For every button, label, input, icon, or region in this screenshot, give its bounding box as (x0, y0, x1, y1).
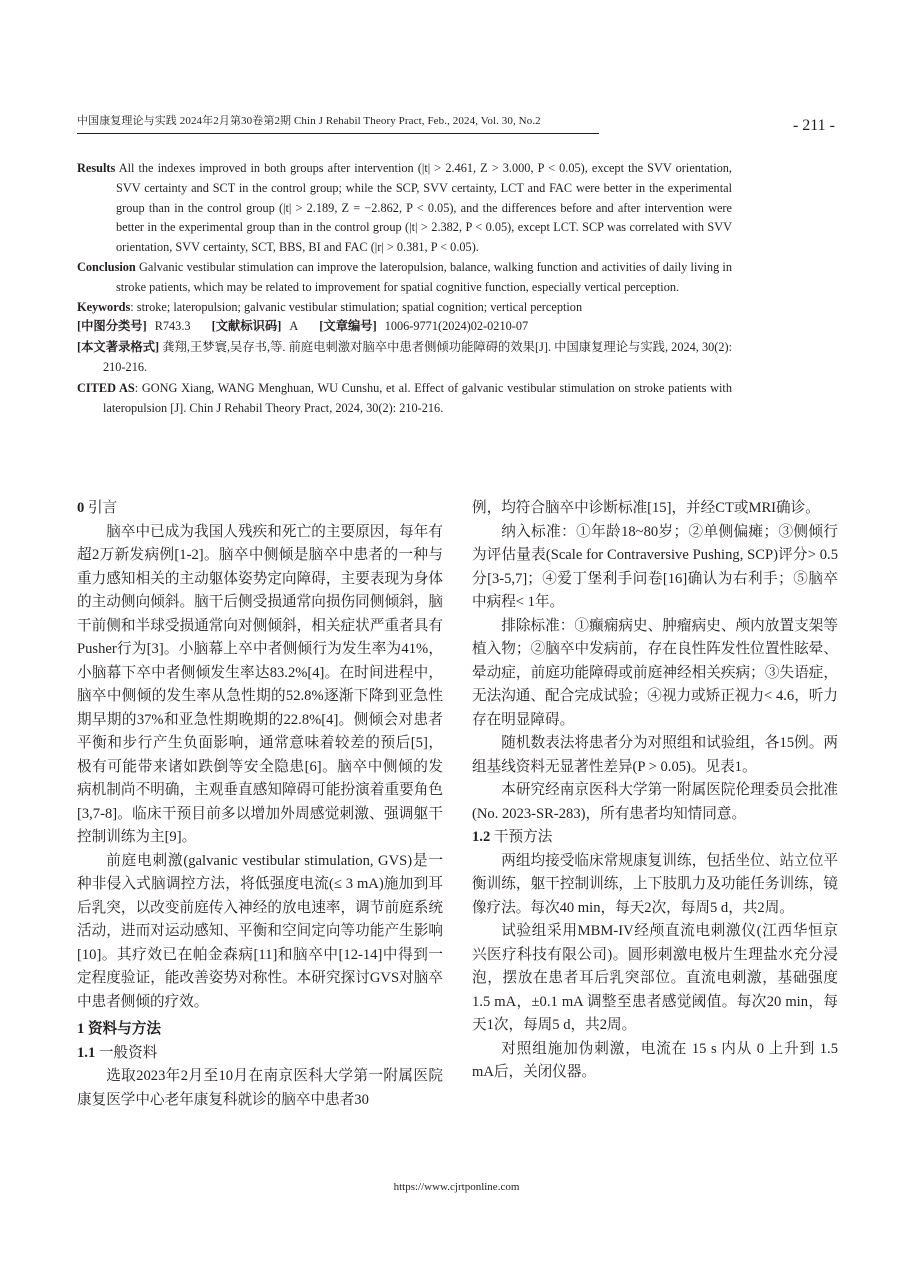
section-1-2-heading: 1.2 干预方法 (472, 829, 553, 845)
results-text: All the indexes improved in both groups after intervention (|t| > 2.461, Z > 3.000, P < 0.05), except the SVV orientation, SVV certainty and SCT in the control group; while the SCP, SVV certainty, LCT and FAC were better in the experimental group than in the control group (|t| > 2.189, Z = −2.862, P < 0.05), and the differences before and after intervention were better in the experimental group than in the control group (|t| > 2.382, P < 0.05), except LCT. SCP was correlated with SVV orientation, SVV certainty, SCT, BBS, BI and FAC (|r| > 0.381, P < 0.05). (116, 161, 732, 255)
paragraph-gvs-protocol: 试验组采用MBM-IV经颅直流电刺激仪(江西华恒京兴医疗科技有限公司)。圆形刺激电极片生理盐水充分浸泡，摆放在患者耳后乳突部位。直流电刺激，基础强度 1.5 mA，±0.1 mA 调整至患者感觉阈值。每次20 min，每天1次，每周5 d，共2周。 (472, 923, 838, 1033)
paragraph-sham: 对照组施加伪刺激，电流在 15 s 内从 0 上升到 1.5 mA后，关闭仪器。 (472, 1040, 838, 1080)
paragraph-ethics: 本研究经南京医科大学第一附属医院伦理委员会批准(No. 2023-SR-283)，所有患者均知情同意。 (472, 782, 838, 822)
citation-cn (77, 338, 732, 378)
paragraph-exclusion: 排除标准：①癫痫病史、肿瘤病史、颅内放置支架等植入物；②脑卒中发病前，存在良性阵发性位置性眩晕、晕动症，前庭功能障碍或前庭神经相关疾病；③失语症，无法沟通、配合完成试验；④视力或矫正视力< 4.6，听力存在明显障碍。 (472, 617, 838, 728)
clc-value: R743.3 (154, 319, 191, 334)
abstract-conclusion (77, 258, 732, 298)
section-1-heading: 1 资料与方法 (77, 1021, 161, 1037)
keywords-text: : stroke; lateropulsion; galvanic vestibular stimulation; spatial cognition; vertical perception (130, 299, 583, 314)
citation-en (77, 379, 732, 419)
abstract-results (77, 159, 732, 258)
article-number-value: 1006-9771(2024)02-0210-07 (384, 319, 529, 334)
conclusion-text: Galvanic vestibular stimulation can improve the lateropulsion, balance, walking function and activities of daily living in stroke patients, which may be related to improvement for spatial cognitive function, especially vertical perception. (116, 259, 732, 294)
clc-label: [中图分类号] (77, 319, 147, 334)
paragraph-inclusion: 纳入标准：①年龄18~80岁；②单侧偏瘫；③侧倾行为评估量表(Scale for Contraversive Pushing, SCP)评分> 0.5分[3-5,7]；④爱丁堡利手问卷[16]确认为右利手；⑤脑卒中病程< 1年。 (472, 523, 838, 610)
paragraph-randomization: 随机数表法将患者分为对照组和试验组，各15例。两组基线资料无显著性差异(P > 0.05)。见表1。 (472, 735, 838, 775)
section-1-1-heading: 1.1 一般资料 (77, 1044, 158, 1061)
doc-code-label: [文献标识码] (211, 319, 282, 334)
keywords-label: Keywords (77, 299, 131, 314)
doc-code-value: A (289, 319, 299, 334)
cited-as-label: CITED AS (77, 380, 135, 395)
article-number-label: [文章编号] (319, 319, 377, 334)
conclusion-label: Conclusion (77, 259, 136, 274)
keywords-line (77, 298, 732, 318)
paragraph-subjects-end: 例，均符合脑卒中诊断标准[15]，并经CT或MRI确诊。 (472, 500, 820, 516)
section-0-heading: 0 引言 (77, 500, 118, 516)
running-header: 中国康复理论与实践 2024年2月第30卷第2期 Chin J Rehabil Theory Pract, Feb., 2024, Vol. 30, No.2 (77, 112, 599, 134)
footer-url: https://www.cjrtponline.com (393, 1181, 520, 1193)
citation-cn-text: 龚翔,王梦寰,吴存书,等. 前庭电刺激对脑卒中患者侧倾功能障碍的效果[J]. 中国康复理论与实践, 2024, 30(2): 210-216. (103, 340, 732, 374)
abstract-block (77, 159, 732, 418)
results-label: Results (77, 161, 116, 175)
classification-line (77, 317, 732, 337)
page-number: - 211 - (792, 117, 835, 134)
paragraph-intro-1: 脑卒中已成为我国人残疾和死亡的主要原因，每年有超2万新发病例[1-2]。脑卒中侧倾是脑卒中患者的一种与重力感知相关的主动躯体姿势定向障碍，主要表现为身体的主动侧向倾斜。脑干后侧受损通常向损伤同侧倾斜，脑干前侧和半球受损通常向对侧倾斜，相关症状严重者具有Pusher行为[3]。小脑幕上卒中者侧倾行为发生率为41%，小脑幕下卒中者侧倾发生率达83.2%[4]。在时间进程中，脑卒中侧倾的发生率从急性期的52.8%逐渐下降到亚急性期早期的37%和亚急性期晚期的22.8%[4]。侧倾会对患者平衡和步行产生负面影响，通常意味着较差的预后[5]，极有可能带来诸如跌倒等安全隐患[6]。脑卒中侧倾的发病机制尚不明确，主观垂直感知障碍可能扮演着重要角色[3,7-8]。临床干预目前多以增加外周感觉刺激、强调躯干控制训练为主[9]。 (77, 523, 443, 845)
paragraph-intro-2: 前庭电刺激(galvanic vestibular stimulation, GVS)是一种非侵入式脑调控方法，将低强度电流(≤ 3 mA)施加到耳后乳突，以改变前庭传入神经的放电速率，调节前庭系统活动，进而对运动感知、平衡和空间定向等功能产生影响[10]。其疗效已在帕金森病[11]和脑卒中[12-14]中得到一定程度验证，能改善姿势对称性。本研究探讨GVS对脑卒中患者侧倾的疗效。 (77, 852, 443, 1010)
left-column (77, 497, 443, 1112)
right-column (472, 497, 838, 1085)
cited-as-text: : GONG Xiang, WANG Menghuan, WU Cunshu, et al. Effect of galvanic vestibular stimulation on stroke patients with lateropulsion [J]. Chin J Rehabil Theory Pract, 2024, 30(2): 210-216. (103, 380, 732, 415)
paragraph-subjects-start: 选取2023年2月至10月在南京医科大学第一附属医院康复医学中心老年康复科就诊的脑卒中患者30 (77, 1068, 443, 1108)
paragraph-routine-rehab: 两组均接受临床常规康复训练，包括坐位、站立位平衡训练，躯干控制训练，上下肢肌力及功能任务训练，镜像疗法。每次40 min，每天2次，每周5 d，共2周。 (472, 852, 838, 916)
citation-cn-label: [本文著录格式] (77, 340, 160, 355)
